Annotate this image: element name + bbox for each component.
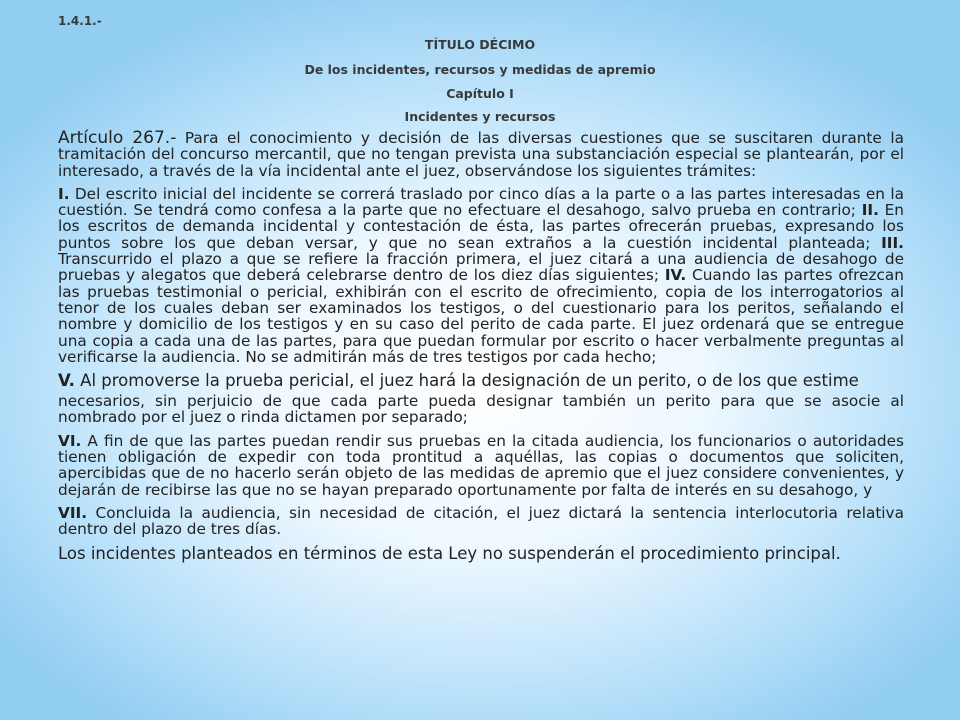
fraction-iv-text: Cuando las partes ofrezcan las pruebas testimonial o pericial, exhibirán con el escrito de ofrecimiento, copia de los interrogatorios al tenor de los cuales deban ser examinados los testigos, o del cuestionario para los peritos, señalando el nombre y domicilio de los testigos y en su caso del perito de cada parte. El juez ordenará que se entregue una copia a cada una de las partes, para que puedan formular por escrito o hacer verbalmente preguntas al verificarse la audiencia. No se admitirán más de tres testigos por cada hecho;	[58, 266, 904, 366]
article-intro-text: Para el conocimiento y decisión de las diversas cuestiones que se suscitaren durante la tramitación del concurso mercantil, que no tengan prevista una substanciación especial se plantearán, por el interesado, a través de la vía incidental ante el juez, observándose los siguientes trámites:	[58, 129, 904, 180]
closing-text: Los incidentes planteados en términos de esta Ley no suspenderán el procedimiento principal.	[58, 543, 841, 563]
fraction-v-label: V.	[58, 371, 75, 391]
section-number: 1.4.1.-	[58, 14, 102, 28]
fraction-vi-label: VI.	[58, 431, 82, 450]
fraction-v-text: Al promoverse la prueba pericial, el juez hará la designación de un perito, o de los que estime	[74, 371, 859, 391]
heading-title: TÍTULO DÉCIMO	[424, 37, 536, 52]
article-label: Artículo 267.-	[58, 128, 177, 148]
fractions-i-iv-paragraph	[58, 186, 904, 365]
fraction-iv-label: IV.	[664, 266, 687, 285]
fraction-vii-label: VII.	[58, 503, 88, 522]
fraction-i-text: Del escrito inicial del incidente se correrá traslado por cinco días a la parte o a las partes interesadas en la cuestión. Se tendrá como confesa a la parte que no efectuare el desahogo, salvo prueba en contrario;	[58, 184, 904, 220]
heading-chapter-subtitle: Incidentes y recursos	[404, 109, 556, 124]
closing-paragraph	[58, 545, 904, 563]
fraction-i-label: I.	[58, 184, 70, 203]
fraction-ii-label: II.	[861, 201, 879, 220]
article-intro-paragraph	[58, 130, 904, 179]
fraction-vi-text: A fin de que las partes puedan rendir sus pruebas en la citada audiencia, los funcionarios o autoridades tienen obligación de expedir con toda prontitud a aquéllas, las copias o documentos que soliciten, apercibidas que de no hacerlo serán objeto de las medidas de apremio que el juez considere convenientes, y dejarán de recibirse las que no se hayan preparado oportunamente por falta de interés en su desahogo, y	[58, 431, 904, 499]
fraction-iii-label: III.	[881, 233, 904, 252]
heading-subtitle: De los incidentes, recursos y medidas de apremio	[304, 62, 656, 77]
fraction-vii-text: Concluida la audiencia, sin necesidad de citación, el juez dictará la sentencia interlocutoria relativa dentro del plazo de tres días.	[58, 503, 904, 539]
fraction-v-paragraph	[58, 372, 904, 390]
fraction-vi-paragraph	[58, 433, 904, 498]
article-body	[58, 130, 904, 563]
fraction-iii-text: Transcurrido el plazo a que se refiere la fracción primera, el juez citará a una audiencia de desahogo de pruebas y alegatos que deberá celebrarse dentro de los diez días siguientes;	[58, 250, 904, 285]
fraction-vii-paragraph	[58, 505, 904, 538]
fraction-v-continuation: necesarios, sin perjuicio de que cada parte pueda designar también un perito para que se asocie al nombrado por el juez o rinda dictamen por separado;	[58, 392, 904, 427]
heading-chapter: Capítulo I	[446, 86, 514, 101]
fraction-ii-text: En los escritos de demanda incidental y contestación de ésta, las partes ofrecerán pruebas, expresando los puntos sobre los que deban versar, y que no sean extraños a la cuestión incidental planteada;	[58, 201, 905, 252]
fraction-v-continuation-paragraph	[58, 393, 904, 426]
